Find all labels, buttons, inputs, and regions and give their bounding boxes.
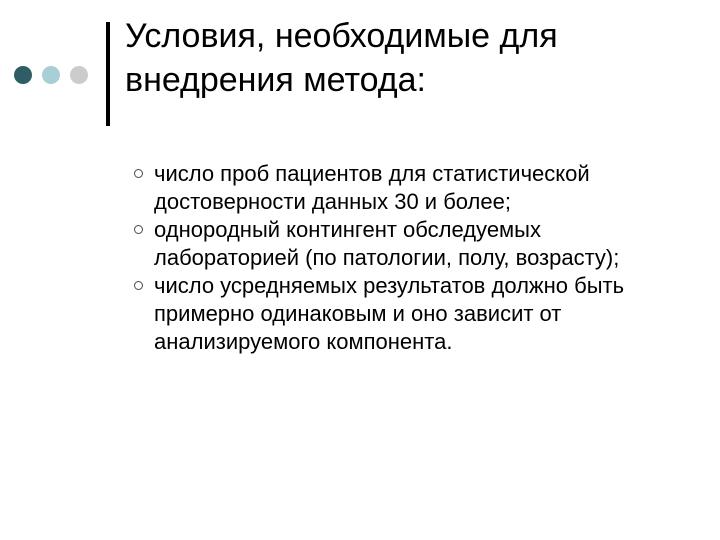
bullet-text: число проб пациентов для статистической достоверности данных 30 и более; xyxy=(154,161,590,214)
bullet-item xyxy=(134,216,674,272)
dark-dot-icon xyxy=(14,66,32,84)
hollow-circle-bullet-icon xyxy=(134,225,143,234)
bullet-text: однородный контингент обследуемых лабораторией (по патологии, полу, возрасту); xyxy=(154,217,620,270)
bullet-item xyxy=(134,160,674,216)
hollow-circle-bullet-icon xyxy=(134,281,143,290)
hollow-circle-bullet-icon xyxy=(134,169,143,178)
decor-dots-icon xyxy=(14,66,94,84)
bullet-list xyxy=(134,160,674,356)
bullet-item xyxy=(134,272,674,356)
title-divider xyxy=(106,22,110,126)
bullet-text: число усредняемых результатов должно быть примерно одинаковым и оно зависит от анализируемого компонента. xyxy=(154,273,625,354)
slide-title: Условия, необходимые для внедрения метода: xyxy=(125,17,558,99)
teal-dot-icon xyxy=(42,66,60,84)
gray-dot-icon xyxy=(70,66,88,84)
